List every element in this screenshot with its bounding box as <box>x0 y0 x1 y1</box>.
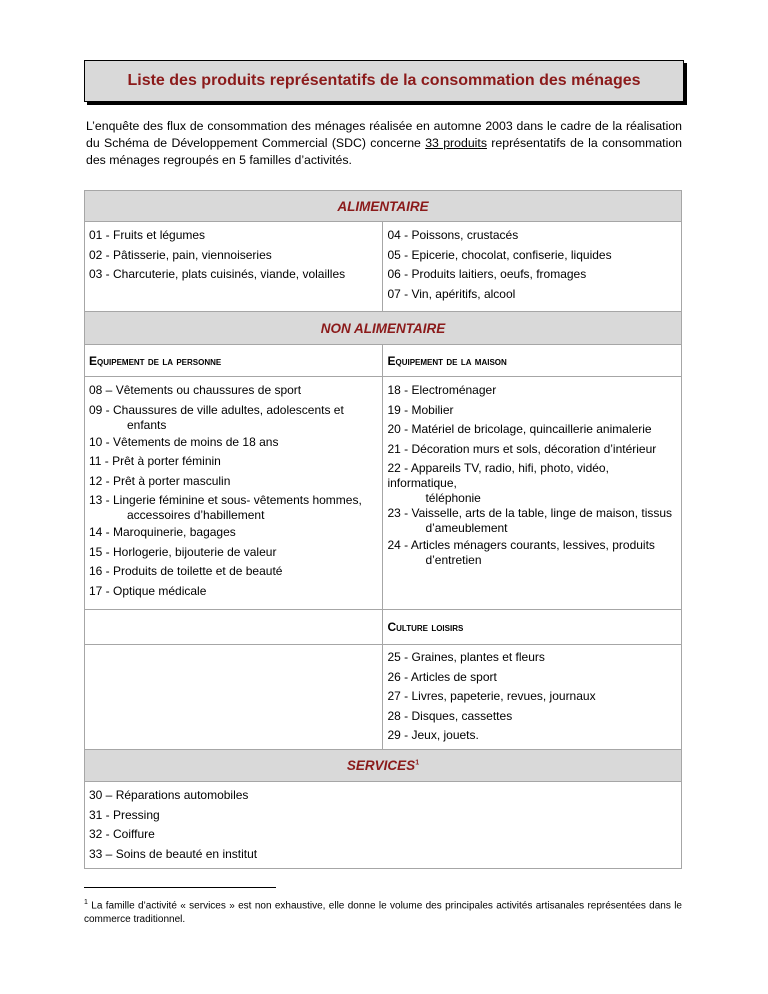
services-col <box>85 782 682 869</box>
list-item: 31 - Pressing <box>89 807 160 822</box>
equipement-subheader-row <box>85 345 682 377</box>
equipement-maison-heading: Equipement de la maison <box>383 345 682 377</box>
footnote-separator <box>84 887 276 888</box>
non-alimentaire-header-row <box>85 312 682 345</box>
alimentaire-heading: ALIMENTAIRE <box>85 191 682 222</box>
list-item: 01 - Fruits et légumes <box>89 228 206 242</box>
products-table <box>84 190 682 869</box>
list-item: 03 - Charcuterie, plats cuisinés, viande, volailles <box>89 267 346 281</box>
list-item: 18 - Electroménager <box>387 383 497 397</box>
list-item: 14 - Maroquinerie, bagages <box>89 525 236 539</box>
equipement-personne-col <box>85 377 383 610</box>
equipement-items-row <box>85 377 682 610</box>
list-item: 26 - Articles de sport <box>387 669 497 684</box>
footnote-number: 1 <box>84 899 88 906</box>
list-item: 32 - Coiffure <box>89 827 155 841</box>
list-item: 21 - Décoration murs et sols, décoration d’intérieur <box>387 441 657 456</box>
list-item: 25 - Graines, plantes et fleurs <box>387 650 545 664</box>
alimentaire-header-row <box>85 191 682 222</box>
list-item: 30 – Réparations automobiles <box>89 788 249 802</box>
list-item: 33 – Soins de beauté en institut <box>89 846 258 861</box>
footnote <box>84 896 682 927</box>
list-item: 10 - Vêtements de moins de 18 ans <box>89 434 279 449</box>
list-item: 23 - Vaisselle, arts de la table, linge de maison, tissus d’ameublement <box>387 506 673 535</box>
list-item: 15 - Horlogerie, bijouterie de valeur <box>89 544 277 559</box>
list-item: 05 - Epicerie, chocolat, confiserie, liquides <box>387 247 612 262</box>
page-title <box>84 60 684 102</box>
empty-cell <box>85 645 383 750</box>
list-item: 11 - Prêt à porter féminin <box>89 454 221 468</box>
culture-items-row <box>85 645 682 750</box>
list-item: 22 - Appareils TV, radio, hifi, photo, vidéo, informatique, téléphonie <box>387 461 609 505</box>
list-item: 17 - Optique médicale <box>89 583 207 598</box>
list-item: 08 – Vêtements ou chaussures de sport <box>89 383 302 397</box>
list-item: 29 - Jeux, jouets. <box>387 728 479 742</box>
culture-loisirs-heading: Culture loisirs <box>383 610 682 645</box>
alimentaire-items-row <box>85 222 682 312</box>
intro-underlined: 33 produits <box>425 136 487 150</box>
culture-loisirs-col <box>383 645 682 750</box>
list-item: 07 - Vin, apéritifs, alcool <box>387 286 516 301</box>
equipement-personne-heading: Equipement de la personne <box>85 345 383 377</box>
list-item: 02 - Pâtisserie, pain, viennoiseries <box>89 247 272 262</box>
intro-text-after: représentatifs de la consommation des ménages regroupés en 5 familles d’activités. <box>86 136 683 167</box>
services-heading: SERVICES$^1$ <box>85 750 682 782</box>
alimentaire-left-col <box>85 222 383 312</box>
list-item: 09 - Chaussures de ville adultes, adolescents et enfants <box>89 402 344 432</box>
intro-text-before: L’enquête des flux de consommation des ménages réalisée en automne 2003 dans le cadre de la réalisation du Schéma de Développement Commercial (SDC) concerne <box>86 119 682 150</box>
list-item: 19 - Mobilier <box>387 402 454 417</box>
list-item: 06 - Produits laitiers, oeufs, fromages <box>387 267 587 281</box>
services-items-row <box>85 782 682 869</box>
services-header-row <box>85 750 682 782</box>
intro-paragraph <box>86 118 682 169</box>
non-alimentaire-heading: NON ALIMENTAIRE <box>85 312 682 345</box>
list-item: 04 - Poissons, crustacés <box>387 228 519 242</box>
list-item: 20 - Matériel de bricolage, quincaillerie animalerie <box>387 422 652 436</box>
alimentaire-right-col <box>383 222 682 312</box>
list-item: 13 - Lingerie féminine et sous- vêtements hommes, accessoires d’habillement <box>89 493 362 522</box>
footnote-mark: 1 <box>415 759 420 767</box>
equipement-maison-col <box>383 377 682 610</box>
empty-cell <box>85 610 383 645</box>
list-item: 27 - Livres, papeterie, revues, journaux <box>387 689 596 703</box>
page-title-text: Liste des produits représentatifs de la consommation des ménages <box>127 72 641 89</box>
footnote-text: La famille d’activité « services » est non exhaustive, elle donne le volume des principales activités artisanales représentées dans le commerce traditionnel. <box>84 900 682 926</box>
list-item: 24 - Articles ménagers courants, lessives, produits d’entretien <box>387 538 655 567</box>
list-item: 28 - Disques, cassettes <box>387 708 513 723</box>
list-item: 16 - Produits de toilette et de beauté <box>89 564 283 578</box>
list-item: 12 - Prêt à porter masculin <box>89 473 231 488</box>
culture-subheader-row <box>85 610 682 645</box>
